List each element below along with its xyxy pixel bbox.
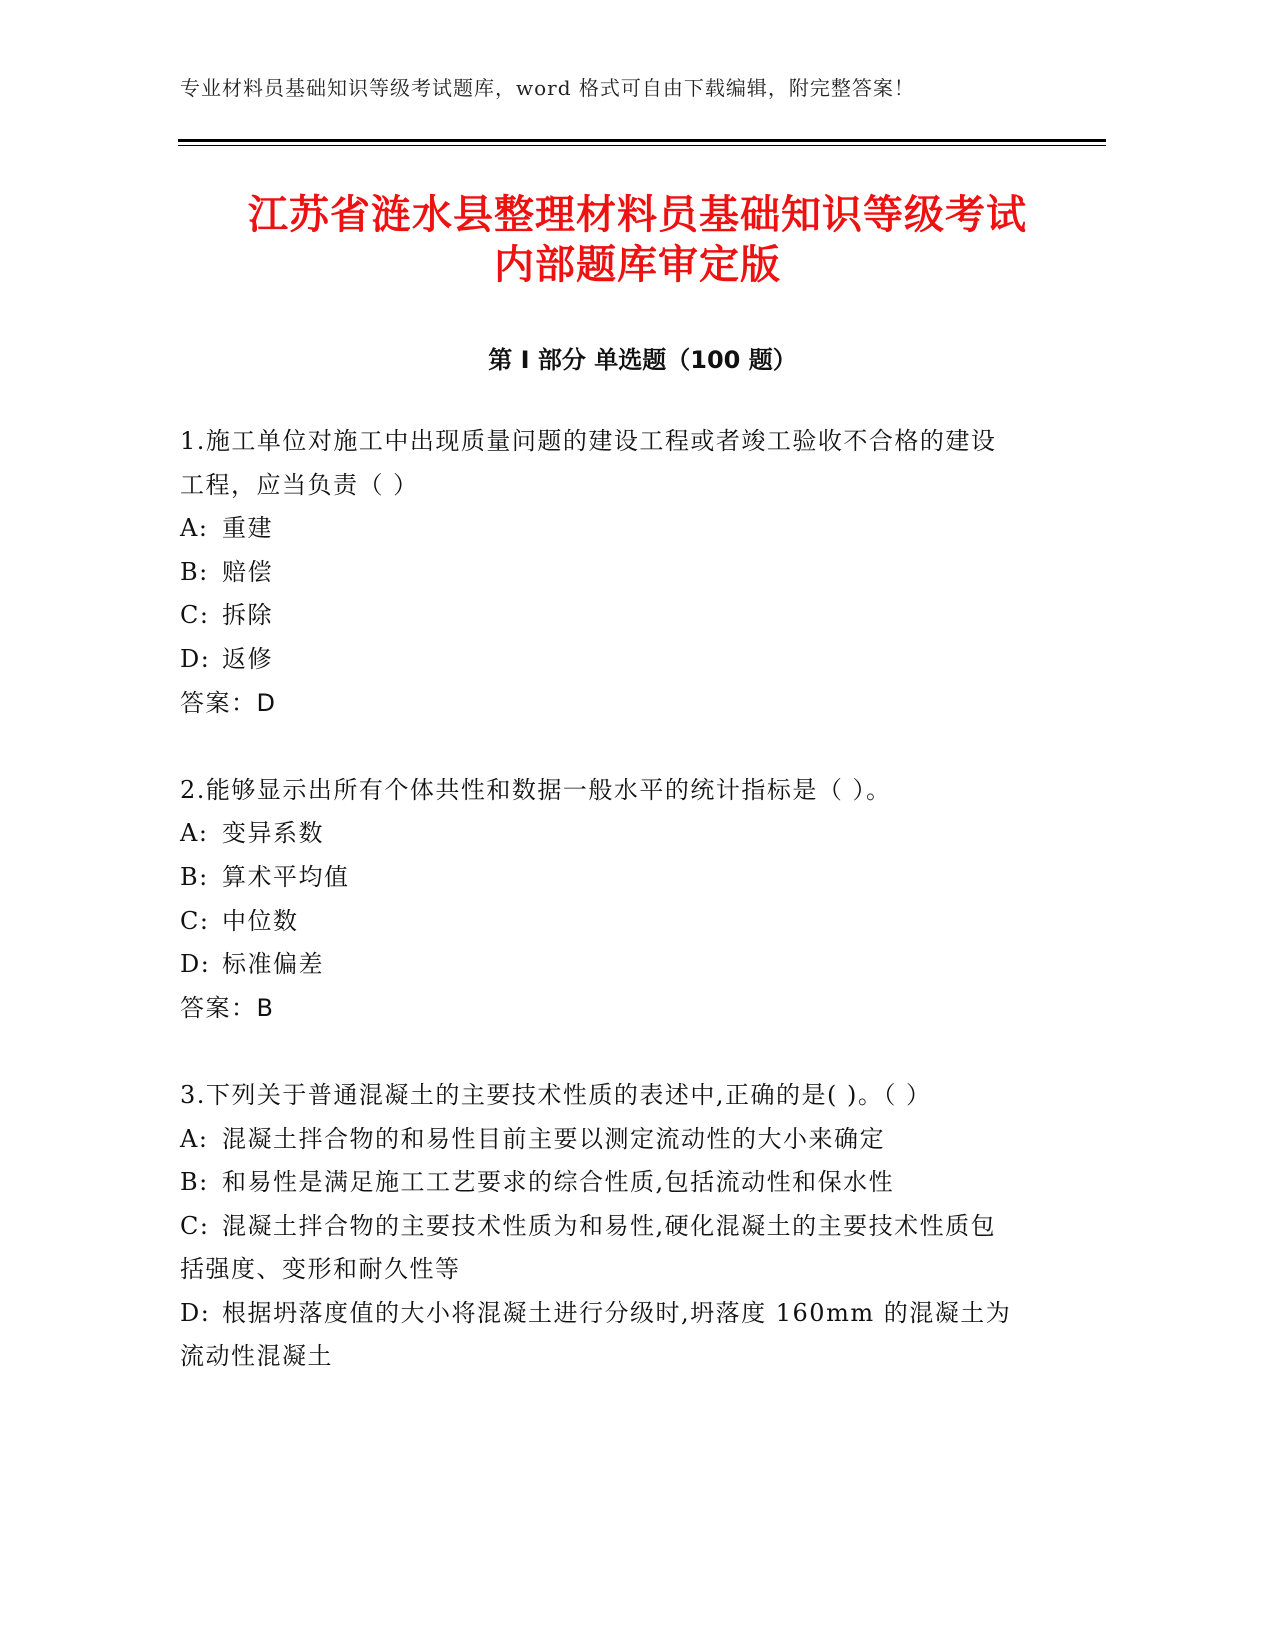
option-key: D:: [180, 644, 211, 673]
option-key: A:: [180, 819, 209, 848]
option-text: 混凝土拌合物的主要技术性质为和易性,硬化混凝土的主要技术性质包括强度、变形和耐久性等: [180, 1211, 997, 1284]
title-line-1: 江苏省涟水县整理材料员基础知识等级考试: [248, 192, 1027, 238]
option-key: B:: [180, 1168, 209, 1197]
header-rule-thin: [178, 145, 1106, 146]
option-text: 重建: [222, 514, 273, 543]
option-d: [180, 1292, 1020, 1379]
option-c: [180, 594, 1020, 638]
option-d: [180, 943, 1020, 987]
option-key: B:: [180, 557, 209, 586]
option-key: D:: [180, 1298, 211, 1327]
answer: 答案：D: [180, 688, 277, 717]
option-text: 根据坍落度值的大小将混凝土进行分级时,坍落度 160mm 的混凝土为流动性混凝土: [180, 1298, 1012, 1371]
option-text: 算术平均值: [222, 862, 350, 891]
option-a: [180, 812, 1020, 856]
option-a: [180, 1118, 1020, 1162]
option-b: [180, 856, 1020, 900]
question-3: [180, 1074, 1020, 1379]
option-key: C:: [180, 601, 210, 630]
option-text: 变异系数: [222, 819, 324, 848]
option-text: 返修: [222, 644, 273, 673]
option-text: 混凝土拌合物的和易性目前主要以测定流动性的大小来确定: [222, 1124, 885, 1153]
option-key: A:: [180, 514, 209, 543]
header-note: 专业材料员基础知识等级考试题库，word 格式可自由下载编辑，附完整答案！: [180, 76, 915, 100]
question-text: 3.下列关于普通混凝土的主要技术性质的表述中,正确的是( )。（ ）: [180, 1080, 932, 1109]
section-title: 第 I 部分 单选题（100 题）: [488, 346, 797, 374]
question-text: 1.施工单位对施工中出现质量问题的建设工程或者竣工验收不合格的建设工程，应当负责（ ）: [180, 427, 997, 499]
question-list: [180, 420, 1020, 1423]
option-text: 拆除: [222, 601, 273, 630]
title-line-2: 内部题库审定版: [494, 242, 781, 288]
question-2: [180, 769, 1020, 1031]
option-text: 中位数: [222, 906, 299, 935]
option-key: D:: [180, 950, 211, 979]
option-d: [180, 638, 1020, 682]
option-key: C:: [180, 1211, 210, 1240]
option-key: B:: [180, 862, 209, 891]
option-b: [180, 551, 1020, 595]
question-text: 2.能够显示出所有个体共性和数据一般水平的统计指标是（ ）。: [180, 775, 892, 804]
option-key: C:: [180, 906, 210, 935]
option-b: [180, 1161, 1020, 1205]
option-c: [180, 900, 1020, 944]
document-title: [150, 190, 1125, 290]
option-c: [180, 1205, 1020, 1292]
option-text: 标准偏差: [222, 950, 324, 979]
answer: 答案：B: [180, 993, 275, 1022]
option-text: 和易性是满足施工工艺要求的综合性质,包括流动性和保水性: [222, 1168, 895, 1197]
option-key: A:: [180, 1124, 209, 1153]
question-1: [180, 420, 1020, 725]
header-rule-thick: [178, 139, 1106, 142]
option-a: [180, 507, 1020, 551]
option-text: 赔偿: [222, 557, 273, 586]
